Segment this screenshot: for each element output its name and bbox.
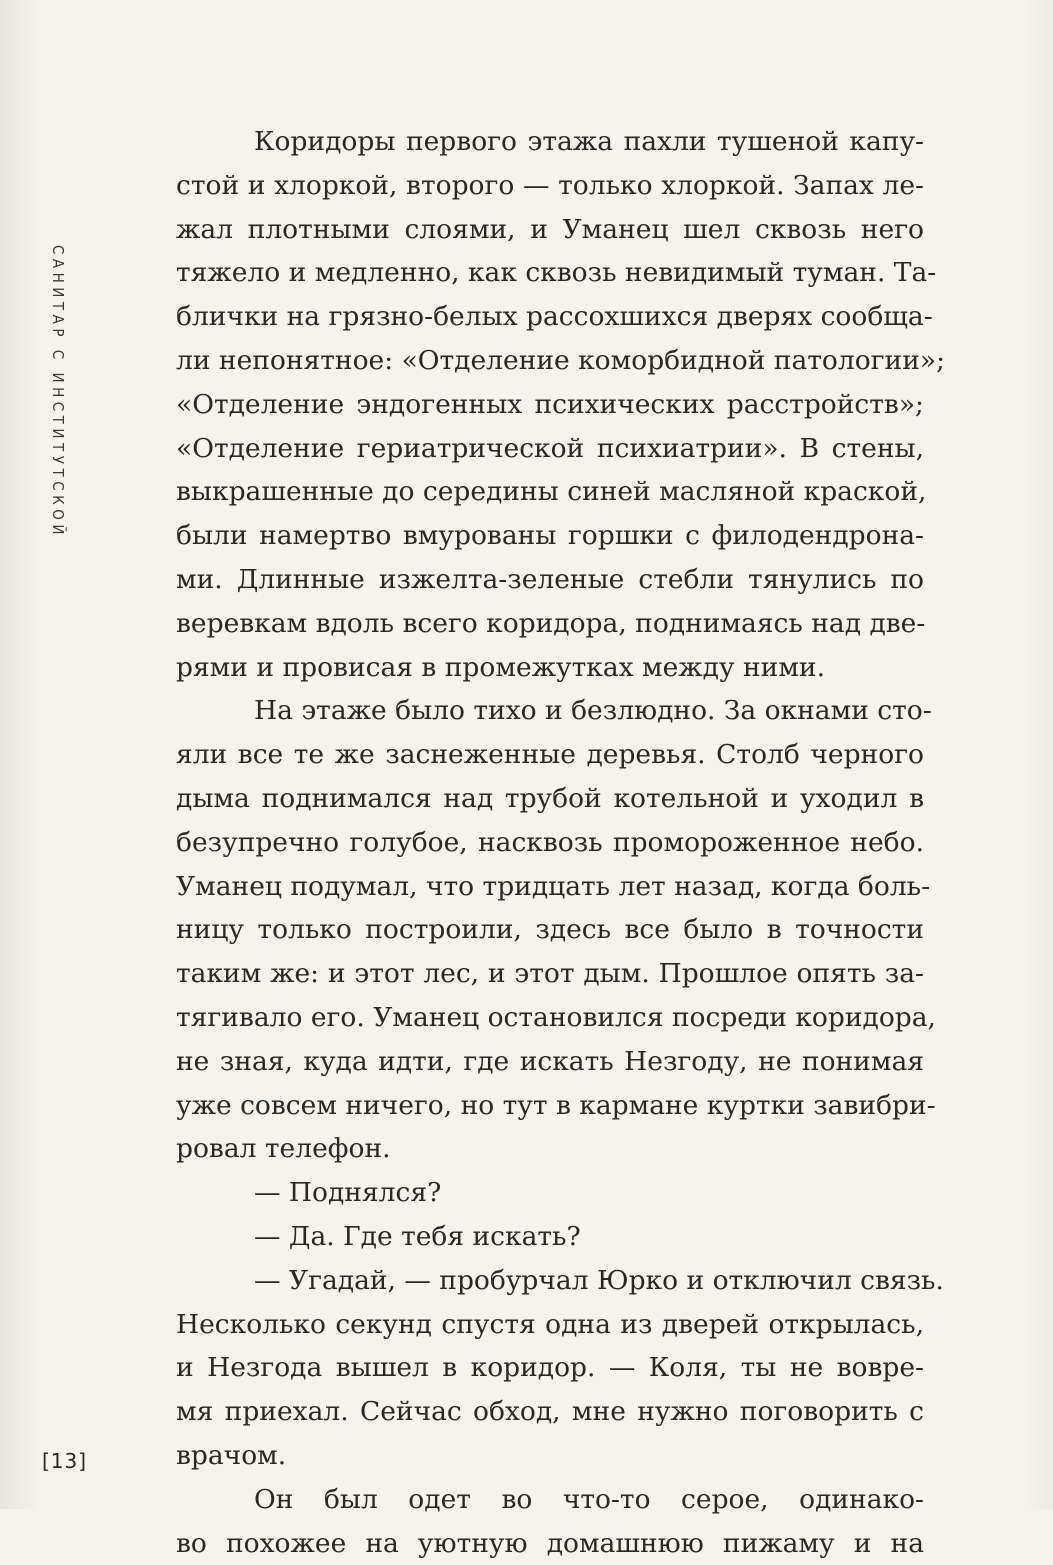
text-line: «Отделение эндогенных психических расстройств»; <box>176 383 924 427</box>
text-line: ми. Длинные изжелта-зеленые стебли тянулись по <box>176 558 924 602</box>
text-line: мя приехал. Сейчас обход, мне нужно поговорить с <box>176 1390 924 1434</box>
text-line: Коридоры первого этажа пахли тушеной капу- <box>176 120 924 164</box>
text-line: веревкам вдоль всего коридора, поднимаясь над две- <box>176 602 924 646</box>
text-line: Несколько секунд спустя одна из дверей открылась, <box>176 1303 924 1347</box>
text-line: таким же: и этот лес, и этот дым. Прошлое опять за- <box>176 952 924 996</box>
dialogue-line: — Поднялся? <box>176 1171 924 1215</box>
text-line: дыма поднимался над трубой котельной и уходил в <box>176 777 924 821</box>
page-number: [13] <box>42 1449 87 1473</box>
text-line: не зная, куда идти, где искать Незгоду, не понимая <box>176 1040 924 1084</box>
text-line: безупречно голубое, насквозь промороженное небо. <box>176 821 924 865</box>
text-line: ли непонятное: «Отделение коморбидной патологии»; <box>176 339 924 383</box>
dialogue-line: — Угадай, — пробурчал Юрко и отключил связь. <box>176 1259 924 1303</box>
text-line: «Отделение гериатрической психиатрии». В стены, <box>176 427 924 471</box>
text-line: блички на грязно-белых рассохшихся дверях сообща- <box>176 295 924 339</box>
text-line: были намертво вмурованы горшки с филодендрона- <box>176 514 924 558</box>
running-head: САНИТАР С ИНСТИТУТСКОЙ <box>40 245 76 485</box>
text-line: тяжело и медленно, как сквозь невидимый туман. Та- <box>176 251 924 295</box>
text-line: рями и провисая в промежутках между ними. <box>176 646 924 690</box>
text-line: Уманец подумал, что тридцать лет назад, когда боль- <box>176 865 924 909</box>
text-line: ровал телефон. <box>176 1127 924 1171</box>
text-line: яли все те же заснеженные деревья. Столб черного <box>176 733 924 777</box>
text-line: во похожее на уютную домашнюю пижаму и на <box>176 1522 924 1565</box>
text-line: и Незгода вышел в коридор. — Коля, ты не вовре- <box>176 1346 924 1390</box>
text-line: уже совсем ничего, но тут в кармане куртки завибри- <box>176 1084 924 1128</box>
text-line: жал плотными слоями, и Уманец шел сквозь него <box>176 208 924 252</box>
text-line: тягивало его. Уманец остановился посреди коридора, <box>176 996 924 1040</box>
text-line: Он был одет во что-то серое, одинако- <box>176 1478 924 1522</box>
dialogue-line: — Да. Где тебя искать? <box>176 1215 924 1259</box>
text-line: стой и хлоркой, второго — только хлоркой. Запах ле- <box>176 164 924 208</box>
text-line: ницу только построили, здесь все было в точности <box>176 908 924 952</box>
body-text <box>176 120 924 1565</box>
text-line: На этаже было тихо и безлюдно. За окнами сто- <box>176 689 924 733</box>
text-line: врачом. <box>176 1434 924 1478</box>
text-line: выкрашенные до середины синей масляной краской, <box>176 470 924 514</box>
